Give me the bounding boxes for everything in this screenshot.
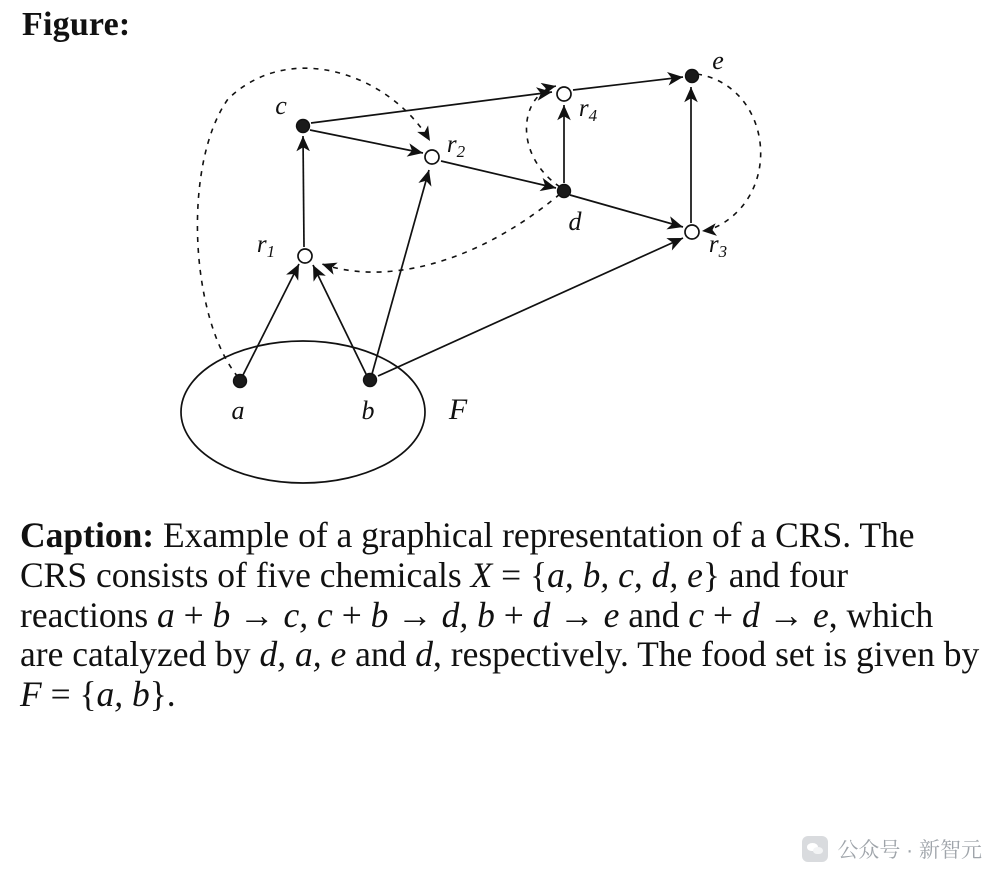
watermark (802, 834, 982, 864)
arc-r2-d (441, 161, 556, 188)
arc-a-r1 (242, 264, 299, 377)
catalysis-arc-d-r1 (322, 194, 560, 272)
node-label-r3: $r_3$ (708, 231, 728, 261)
catalysis-arc-d-r4 (526, 86, 560, 187)
arc-d-r3 (570, 195, 683, 227)
node-label-b: b (361, 396, 375, 425)
food-set-label: F (448, 393, 468, 426)
caption-math-run: d (415, 634, 434, 675)
caption-math-run: c, c (283, 594, 333, 635)
arc-c-r4 (311, 92, 552, 123)
node-label-r1: $r_1$ (256, 231, 276, 261)
caption-prefix: Caption: (20, 515, 155, 555)
figure-caption (20, 516, 985, 715)
wechat-icon (802, 836, 828, 862)
caption-math-run: e (603, 594, 620, 635)
node-label-r2: $r_2$ (446, 131, 466, 161)
caption-math-run: b (370, 594, 389, 635)
caption-math-run: F (20, 674, 42, 714)
node-label-a: a (231, 396, 245, 425)
node-b (364, 374, 377, 387)
caption-math-run: d, b (441, 594, 495, 635)
node-r4 (557, 87, 571, 101)
node-a (234, 375, 247, 388)
arc-b-r3 (378, 238, 683, 376)
catalysis-arc-a-r2 (197, 68, 430, 377)
watermark-text: 公众号 · 新智元 (837, 839, 982, 862)
node-label-r4: $r_4$ (578, 95, 598, 125)
caption-math-run: d, a, e (259, 634, 347, 675)
caption-math-run: a, b (96, 674, 150, 714)
caption-math-run: d (741, 594, 760, 635)
node-e (686, 70, 699, 83)
caption-math-run: b (212, 594, 231, 635)
node-r1 (298, 249, 312, 263)
node-d (558, 185, 571, 198)
crs-diagram (0, 44, 1000, 494)
arc-c-r2 (310, 130, 423, 153)
arc-r4-e (573, 77, 683, 90)
node-c (297, 120, 310, 133)
node-label-d: d (568, 207, 582, 236)
caption-body: Example of a graphical representation of a CRS. The CRS consists of five chemicals X = {a, b, c, d, e} and four reactions a + b → c, c + b → d, b + d → e and c + d → e, which are catalyzed by d, a, e and d, respectively. The food set is given by F = {a, b}. (20, 515, 980, 714)
node-r3 (685, 225, 699, 239)
node-label-c: c (275, 91, 287, 120)
caption-math-run: c (688, 594, 705, 635)
caption-math-run: X (470, 554, 493, 595)
figure-label: Figure: (22, 6, 131, 43)
food-set-ellipse (181, 341, 425, 483)
caption-math-run: e (812, 594, 829, 635)
catalysis-arc-e-r3 (697, 74, 761, 231)
arc-b-r1 (313, 265, 367, 376)
caption-math-run: a (157, 594, 175, 635)
node-label-e: e (712, 46, 724, 75)
node-r2 (425, 150, 439, 164)
caption-math-run: a, b, c, d, e (547, 554, 703, 595)
caption-math-run: d (532, 594, 551, 635)
arc-r1-c (303, 136, 304, 247)
